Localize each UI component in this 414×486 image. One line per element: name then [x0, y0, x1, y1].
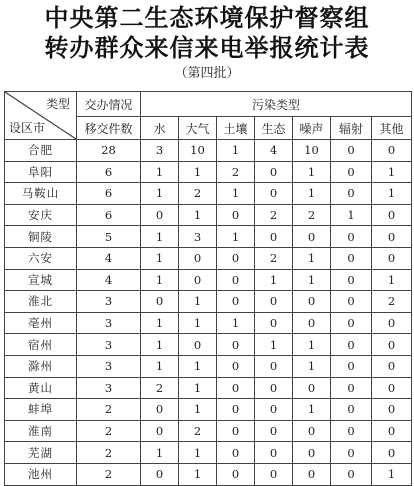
water-count-cell: 1: [141, 161, 179, 183]
ecology-count-cell: 1: [255, 269, 293, 291]
soil-count-cell: 2: [217, 161, 255, 183]
noise-count-cell: 0: [293, 291, 331, 313]
noise-count-cell: 2: [293, 204, 331, 226]
ecology-count-cell: 4: [255, 140, 293, 162]
transferred-count-cell: 2: [77, 442, 141, 464]
air-count-cell: 2: [179, 420, 217, 442]
radiation-count-cell: 0: [331, 183, 372, 205]
soil-count-cell: 0: [217, 442, 255, 464]
noise-count-cell: 0: [293, 226, 331, 248]
transferred-count-cell: 2: [77, 420, 141, 442]
ecology-count-cell: 0: [255, 183, 293, 205]
radiation-count-cell: 0: [331, 420, 372, 442]
table-row: [5, 291, 412, 313]
city-cell: 铜陵: [5, 226, 77, 248]
water-count-cell: 1: [141, 334, 179, 356]
ecology-count-cell: 1: [255, 334, 293, 356]
radiation-count-cell: 0: [331, 226, 372, 248]
soil-count-cell: 1: [217, 140, 255, 162]
soil-count-cell: 0: [217, 463, 255, 485]
city-cell: 黄山: [5, 377, 77, 399]
air-count-cell: 10: [179, 140, 217, 162]
city-cell: 六安: [5, 247, 77, 269]
corner-city-label: 设区市: [9, 121, 46, 135]
noise-count-cell: 0: [293, 420, 331, 442]
water-count-cell: 3: [141, 140, 179, 162]
soil-count-cell: 0: [217, 247, 255, 269]
air-count-cell: 2: [179, 183, 217, 205]
transferred-count-cell: 4: [77, 269, 141, 291]
table-row: [5, 183, 412, 205]
air-count-cell: 1: [179, 399, 217, 421]
table-row: [5, 334, 412, 356]
city-cell: 阜阳: [5, 161, 77, 183]
ecology-count-cell: 2: [255, 204, 293, 226]
column-header-air: 大气: [179, 117, 217, 140]
transferred-count-cell: 3: [77, 377, 141, 399]
radiation-count-cell: 0: [331, 463, 372, 485]
transferred-count-cell: 4: [77, 247, 141, 269]
noise-count-cell: 0: [293, 463, 331, 485]
water-count-cell: 1: [141, 355, 179, 377]
table-row: [5, 269, 412, 291]
noise-count-cell: 1: [293, 183, 331, 205]
other-count-cell: 0: [372, 377, 412, 399]
complaint-statistics-table: [4, 91, 412, 486]
noise-count-cell: 1: [293, 247, 331, 269]
soil-count-cell: 1: [217, 183, 255, 205]
air-count-cell: 1: [179, 204, 217, 226]
soil-count-cell: 0: [217, 269, 255, 291]
air-count-cell: 0: [179, 334, 217, 356]
transferred-count-cell: 6: [77, 204, 141, 226]
ecology-count-cell: 0: [255, 420, 293, 442]
water-count-cell: 1: [141, 312, 179, 334]
other-count-cell: 0: [372, 442, 412, 464]
noise-count-cell: 1: [293, 161, 331, 183]
noise-count-cell: 1: [293, 334, 331, 356]
radiation-count-cell: 0: [331, 355, 372, 377]
ecology-count-cell: 0: [255, 377, 293, 399]
soil-count-cell: 1: [217, 312, 255, 334]
corner-header-cell: [5, 92, 77, 140]
report-title-line-1: 中央第二生态环境保护督察组: [44, 4, 370, 32]
other-count-cell: 1: [372, 269, 412, 291]
table-row: [5, 247, 412, 269]
radiation-count-cell: 0: [331, 377, 372, 399]
column-header-water: 水: [141, 117, 179, 140]
soil-count-cell: 0: [217, 334, 255, 356]
water-count-cell: 0: [141, 463, 179, 485]
table-row: [5, 226, 412, 248]
radiation-count-cell: 0: [331, 334, 372, 356]
transferred-count-cell: 6: [77, 183, 141, 205]
other-count-cell: 0: [372, 355, 412, 377]
noise-count-cell: 1: [293, 269, 331, 291]
noise-count-cell: 0: [293, 442, 331, 464]
other-count-cell: 0: [372, 312, 412, 334]
table-row: [5, 399, 412, 421]
radiation-count-cell: 0: [331, 247, 372, 269]
table-row: [5, 377, 412, 399]
radiation-count-cell: 0: [331, 269, 372, 291]
city-cell: 合肥: [5, 140, 77, 162]
city-cell: 池州: [5, 463, 77, 485]
water-count-cell: 1: [141, 183, 179, 205]
soil-count-cell: 0: [217, 377, 255, 399]
radiation-count-cell: 0: [331, 291, 372, 313]
ecology-count-cell: 0: [255, 226, 293, 248]
soil-count-cell: 0: [217, 399, 255, 421]
radiation-count-cell: 0: [331, 312, 372, 334]
noise-count-cell: 0: [293, 377, 331, 399]
transferred-count-cell: 28: [77, 140, 141, 162]
ecology-count-cell: 0: [255, 399, 293, 421]
city-cell: 宿州: [5, 334, 77, 356]
noise-count-cell: 1: [293, 399, 331, 421]
water-count-cell: 0: [141, 204, 179, 226]
transferred-count-cell: 3: [77, 312, 141, 334]
soil-count-cell: 0: [217, 355, 255, 377]
air-count-cell: 0: [179, 247, 217, 269]
corner-type-label: 类型: [45, 97, 70, 111]
city-cell: 滁州: [5, 355, 77, 377]
transferred-count-cell: 2: [77, 463, 141, 485]
other-count-cell: 0: [372, 204, 412, 226]
ecology-count-cell: 0: [255, 291, 293, 313]
air-count-cell: 1: [179, 355, 217, 377]
other-count-cell: 0: [372, 247, 412, 269]
table-row: [5, 140, 412, 162]
pollution-type-group-header: 污染类型: [141, 92, 412, 117]
soil-count-cell: 0: [217, 291, 255, 313]
air-count-cell: 3: [179, 226, 217, 248]
other-count-cell: 1: [372, 183, 412, 205]
air-count-cell: 1: [179, 442, 217, 464]
transferred-count-cell: 3: [77, 291, 141, 313]
table-row: [5, 204, 412, 226]
water-count-cell: 0: [141, 420, 179, 442]
ecology-count-cell: 0: [255, 463, 293, 485]
ecology-count-cell: 2: [255, 247, 293, 269]
water-count-cell: 1: [141, 226, 179, 248]
noise-count-cell: 1: [293, 355, 331, 377]
column-header-ecology: 生态: [255, 117, 293, 140]
column-header-soil: 土壤: [217, 117, 255, 140]
radiation-count-cell: 0: [331, 399, 372, 421]
water-count-cell: 0: [141, 399, 179, 421]
city-cell: 亳州: [5, 312, 77, 334]
city-cell: 安庆: [5, 204, 77, 226]
ecology-count-cell: 0: [255, 355, 293, 377]
table-row: [5, 463, 412, 485]
water-count-cell: 1: [141, 442, 179, 464]
column-header-noise: 噪声: [293, 117, 331, 140]
ecology-count-cell: 0: [255, 161, 293, 183]
air-count-cell: 1: [179, 161, 217, 183]
handled-group-header: 交办情况: [77, 92, 141, 117]
transferred-count-cell: 3: [77, 355, 141, 377]
column-header-count: 移交件数: [77, 117, 141, 140]
transferred-count-cell: 3: [77, 334, 141, 356]
water-count-cell: 1: [141, 247, 179, 269]
radiation-count-cell: 1: [331, 204, 372, 226]
air-count-cell: 0: [179, 269, 217, 291]
transferred-count-cell: 6: [77, 161, 141, 183]
other-count-cell: 0: [372, 420, 412, 442]
table-row: [5, 355, 412, 377]
city-cell: 蚌埠: [5, 399, 77, 421]
column-header-radiation: 辐射: [331, 117, 372, 140]
other-count-cell: 0: [372, 226, 412, 248]
air-count-cell: 1: [179, 291, 217, 313]
table-row: [5, 442, 412, 464]
air-count-cell: 1: [179, 377, 217, 399]
city-cell: 马鞍山: [5, 183, 77, 205]
other-count-cell: 0: [372, 334, 412, 356]
radiation-count-cell: 0: [331, 442, 372, 464]
other-count-cell: 1: [372, 463, 412, 485]
radiation-count-cell: 0: [331, 161, 372, 183]
radiation-count-cell: 0: [331, 140, 372, 162]
table-row: [5, 420, 412, 442]
city-cell: 宣城: [5, 269, 77, 291]
table-row: [5, 161, 412, 183]
transferred-count-cell: 5: [77, 226, 141, 248]
column-header-other: 其他: [372, 117, 412, 140]
ecology-count-cell: 0: [255, 442, 293, 464]
noise-count-cell: 10: [293, 140, 331, 162]
air-count-cell: 1: [179, 312, 217, 334]
other-count-cell: 0: [372, 140, 412, 162]
water-count-cell: 1: [141, 269, 179, 291]
water-count-cell: 0: [141, 291, 179, 313]
other-count-cell: 0: [372, 399, 412, 421]
other-count-cell: 2: [372, 291, 412, 313]
soil-count-cell: 0: [217, 204, 255, 226]
table-row: [5, 312, 412, 334]
city-cell: 淮北: [5, 291, 77, 313]
other-count-cell: 1: [372, 161, 412, 183]
report-batch-subtitle: （第四批）: [174, 66, 240, 81]
ecology-count-cell: 0: [255, 312, 293, 334]
transferred-count-cell: 2: [77, 399, 141, 421]
city-cell: 芜湖: [5, 442, 77, 464]
water-count-cell: 2: [141, 377, 179, 399]
soil-count-cell: 0: [217, 420, 255, 442]
city-cell: 淮南: [5, 420, 77, 442]
noise-count-cell: 0: [293, 312, 331, 334]
air-count-cell: 1: [179, 463, 217, 485]
report-title-line-2: 转办群众来信来电举报统计表: [44, 34, 370, 62]
soil-count-cell: 1: [217, 226, 255, 248]
